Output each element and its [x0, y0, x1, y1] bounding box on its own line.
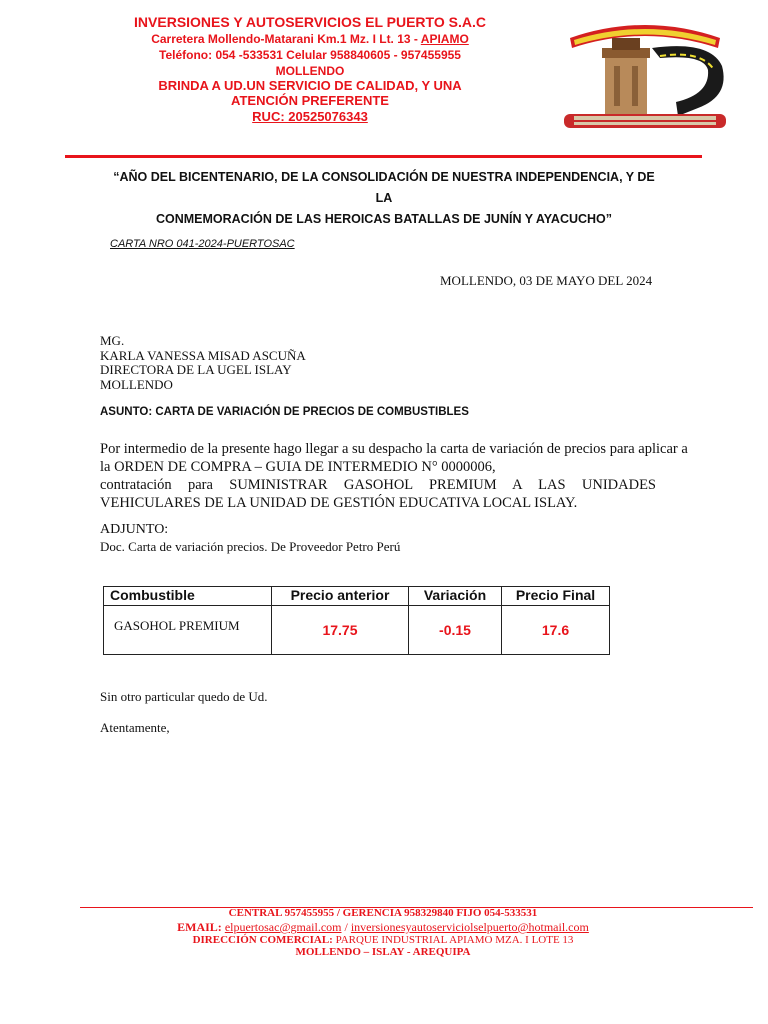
footer-phones: CENTRAL 957455955 / GERENCIA 958329840 FIJO 054-533531	[228, 907, 538, 919]
letter-body: Por intermedio de la presente hago llegar a su despacho la carta de variación de precios para aplicar a la ORDEN DE COMPRA – GUIA DE INTERMEDIO N° 0000006, contratación para SUMINISTRAR GASOHOL PREMIUM A LAS UNIDADES VEHICULARES DE LA UNIDAD DE GESTIÓN EDUCATIVA LOCAL ISLAY.	[100, 441, 688, 511]
recipient-city: MOLLENDO	[100, 376, 173, 392]
closing-signoff: Atentamente,	[100, 720, 170, 735]
recipient-position: DIRECTORA DE LA UGEL ISLAY	[100, 362, 292, 377]
letter-reference: CARTA NRO 041-2024-PUERTOSAC	[110, 238, 295, 250]
email-link-gmail[interactable]: elpuertosac@gmail.com	[224, 920, 342, 934]
attachment-label: ADJUNTO:	[100, 522, 169, 537]
year-motto: “AÑO DEL BICENTENARIO, DE LA CONSOLIDACIÓN DE NUESTRA INDEPENDENCIA, Y DE LA CONMEMORACIÓN DE LAS HEROICAS BATALLAS DE JUNÍN Y AYACUCHO”	[113, 170, 655, 226]
company-city: MOLLENDO	[275, 64, 345, 78]
fuel-name: GASOHOL PREMIUM	[104, 606, 272, 655]
footer-city: MOLLENDO – ISLAY - AREQUIPA	[295, 946, 471, 958]
price-variation-table	[103, 586, 610, 655]
recipient-name: KARLA VANESSA MISAD ASCUÑA	[100, 347, 306, 363]
header-fuel: Combustible	[104, 587, 272, 606]
email-link-hotmail[interactable]: inversionesyautoserviciolselpuerto@hotmail.com	[350, 920, 589, 934]
letterhead	[100, 14, 520, 124]
price-variation: -0.15	[409, 606, 502, 655]
recipient-title: MG.	[100, 333, 125, 348]
previous-price: 17.75	[272, 606, 409, 655]
footer-email: EMAIL: elpuertosac@gmail.com / inversionesyautoserviciolselpuerto@hotmail.com	[177, 920, 589, 934]
company-phones: Teléfono: 054 -533531 Celular 958840605 - 957455955	[159, 48, 461, 62]
attachment-text: Doc. Carta de variación precios. De Proveedor Petro Perú	[100, 539, 401, 554]
attachment-block	[100, 521, 400, 555]
table-header-row	[104, 587, 610, 606]
lighthouse-road-logo-icon	[560, 18, 730, 136]
address-place: APIAMO	[420, 32, 469, 46]
header-variation: Variación	[409, 587, 502, 606]
company-address: Carretera Mollendo-Matarani Km.1 Mz. I Lt. 13 - APIAMO	[151, 32, 469, 46]
final-price: 17.6	[502, 606, 610, 655]
table-row	[104, 606, 610, 655]
footer-address: DIRECCIÓN COMERCIAL: PARQUE INDUSTRIAL APIAMO MZA. I LOTE 13	[192, 934, 574, 946]
letter-date: MOLLENDO, 03 DE MAYO DEL 2024	[440, 273, 653, 288]
header-final-price: Precio Final	[502, 587, 610, 606]
letter-subject: ASUNTO: CARTA DE VARIACIÓN DE PRECIOS DE COMBUSTIBLES	[100, 406, 469, 418]
closing-line: Sin otro particular quedo de Ud.	[100, 689, 268, 704]
footer	[80, 907, 686, 967]
slogan-line-2: ATENCIÓN PREFERENTE	[231, 93, 389, 108]
company-ruc: RUC: 20525076343	[252, 109, 368, 124]
header-divider	[65, 155, 702, 158]
recipient-block	[100, 334, 306, 392]
company-name: INVERSIONES Y AUTOSERVICIOS EL PUERTO S.A.C	[134, 14, 486, 30]
slogan-line-1: BRINDA A UD.UN SERVICIO DE CALIDAD, Y UNA	[158, 78, 462, 93]
header-previous-price: Precio anterior	[272, 587, 409, 606]
